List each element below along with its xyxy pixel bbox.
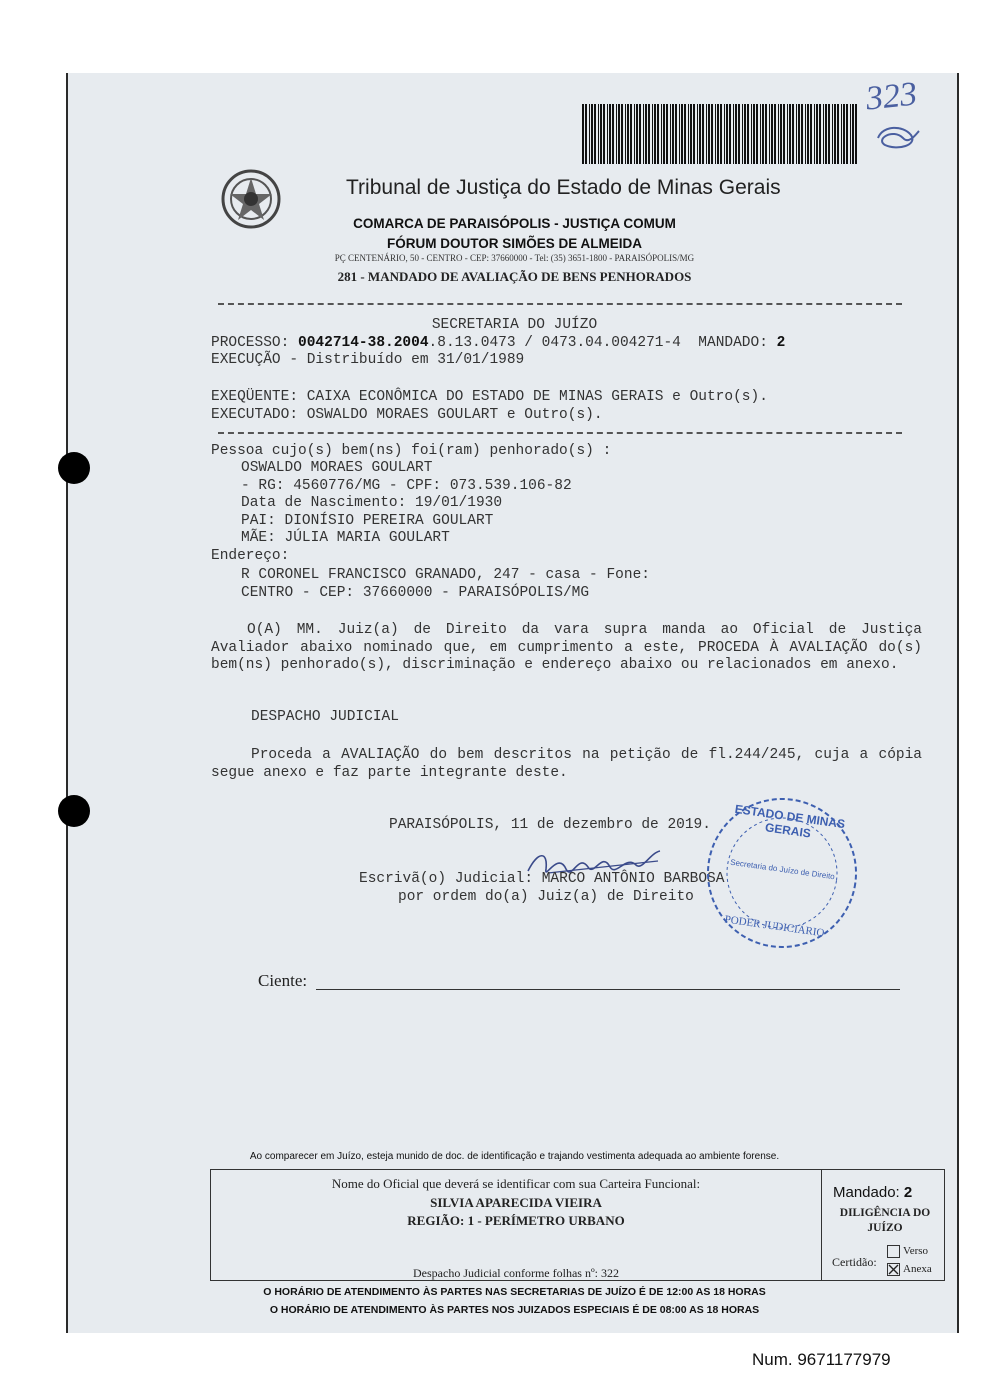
comarca-line: COMARCA DE PARAISÓPOLIS - JUSTIÇA COMUM	[353, 216, 676, 231]
document-sheet	[66, 73, 959, 1333]
document-type: 281 - MANDADO DE AVALIAÇÃO DE BENS PENHORADOS	[337, 269, 692, 284]
anexa-label: Anexa	[903, 1263, 932, 1276]
stamp-middle-text: Secretaria do Juízo de Direito	[729, 857, 836, 882]
execucao-line: EXECUÇÃO - Distribuído em 31/01/1989	[211, 352, 525, 368]
pessoa-docs: - RG: 4560776/MG - CPF: 073.539.106-82	[241, 478, 572, 494]
oficial-regiao: REGIÃO: 1 - PERÍMETRO URBANO	[407, 1213, 625, 1228]
endereco-line-2: CENTRO - CEP: 37660000 - PARAISÓPOLIS/MG	[241, 585, 590, 601]
endereco-label: Endereço:	[211, 548, 290, 564]
pessoa-name: OSWALDO MORAES GOULART	[241, 460, 433, 476]
pessoa-birth: Data de Nascimento: 19/01/1930	[241, 495, 503, 511]
page-number: Num. 9671177979	[752, 1350, 891, 1369]
mandado-paragraph: O(A) MM. Juiz(a) de Direito da vara supra manda ao Oficial de Justiça Avaliador abaixo nominado que, em cumprimento a este, PROCEDA À AVALIAÇÃO do(s) bem(ns) penhorado(s), discriminação e endereço abaixo ou relacionados em anexo.	[211, 622, 922, 673]
processo-line	[211, 335, 785, 353]
endereco-line-1: R CORONEL FRANCISCO GRANADO, 247 - casa - Fone:	[241, 567, 650, 583]
certidao-label: Certidão:	[832, 1255, 877, 1269]
por-ordem-line: por ordem do(a) Juiz(a) de Direito	[398, 889, 694, 905]
oficial-name: SILVIA APARECIDA VIEIRA	[430, 1195, 602, 1210]
mandado-number: 2	[776, 335, 786, 351]
stamp-top-text: ESTADO DE MINAS GERAIS	[733, 801, 846, 841]
despacho-text: Proceda a AVALIAÇÃO do bem descritos na petição de fl.244/245, cuja a cópia segue anexo e faz parte integrante deste.	[211, 747, 922, 781]
ciente-signature-line	[316, 989, 900, 990]
handwritten-page-number: 323	[864, 75, 919, 118]
processo-rest: .8.13.0473 / 0473.04.004271-4 MANDADO:	[428, 335, 777, 351]
forum-address: PÇ CENTENÁRIO, 50 - CENTRO - CEP: 37660000 - Tel: (35) 3651-1800 - PARAISÓPOLIS/MG	[334, 253, 695, 263]
horario-juizados: O HORÁRIO DE ATENDIMENTO ÀS PARTES NOS JUIZADOS ESPECIAIS É DE 08:00 AS 18 HORAS	[269, 1304, 760, 1316]
box-divider	[821, 1170, 822, 1280]
pessoa-label: Pessoa cujo(s) bem(ns) foi(ram) penhorado(s) :	[211, 443, 612, 459]
exequente-line: EXEQÜENTE: CAIXA ECONÔMICA DO ESTADO DE MINAS GERAIS e Outro(s).	[211, 389, 768, 405]
footer-notice: Ao comparecer em Juízo, esteja munido de doc. de identificação e trajando vestimenta adequada ao ambiente forense.	[249, 1151, 780, 1162]
mandado-box-value: 2	[903, 1184, 913, 1201]
date-line: PARAISÓPOLIS, 11 de dezembro de 2019.	[389, 817, 711, 833]
certidao-anexa-option[interactable]	[887, 1263, 932, 1276]
certidao-verso-option[interactable]	[887, 1245, 928, 1258]
horario-secretarias: O HORÁRIO DE ATENDIMENTO ÀS PARTES NAS SECRETARIAS DE JUÍZO É DE 12:00 AS 18 HORAS	[263, 1286, 766, 1298]
despacho-folhas: Despacho Judicial conforme folhas nº: 322	[413, 1266, 619, 1280]
oficial-box	[210, 1169, 945, 1281]
processo-number: 0042714-38.2004	[298, 335, 429, 351]
pessoa-mae: MÃE: JÚLIA MARIA GOULART	[241, 530, 450, 546]
despacho-heading: DESPACHO JUDICIAL	[251, 709, 399, 725]
forum-line: FÓRUM DOUTOR SIMÕES DE ALMEIDA	[386, 236, 642, 251]
checkmark-icon	[888, 1264, 899, 1275]
court-stamp	[692, 783, 873, 964]
secretaria-heading: SECRETARIA DO JUÍZO	[431, 317, 598, 333]
divider	[218, 303, 902, 305]
punch-hole	[58, 795, 90, 827]
anexa-checkbox[interactable]	[887, 1263, 900, 1276]
handwritten-initials-mark	[873, 123, 923, 153]
court-title: Tribunal de Justiça do Estado de Minas Gerais	[346, 176, 781, 199]
oficial-label: Nome do Oficial que deverá se identificar com sua Carteira Funcional:	[331, 1176, 701, 1191]
barcode	[582, 104, 857, 164]
mandado-box-line	[833, 1184, 912, 1201]
verso-label: Verso	[903, 1245, 929, 1258]
processo-label: PROCESSO:	[211, 335, 299, 351]
punch-hole	[58, 452, 90, 484]
diligencia-label: DILIGÊNCIA DO JUÍZO	[839, 1207, 931, 1234]
divider	[218, 432, 902, 434]
ciente-label: Ciente:	[258, 971, 308, 990]
pessoa-pai: PAI: DIONÍSIO PEREIRA GOULART	[241, 513, 494, 529]
mandado-box-label: Mandado:	[833, 1184, 904, 1201]
verso-checkbox[interactable]	[887, 1245, 900, 1258]
stamp-bottom-text: PODER JUDICIÁRIO	[723, 913, 826, 940]
escriva-line: Escrivã(o) Judicial: MARCO ANTÔNIO BARBOSA	[359, 871, 725, 887]
executado-line: EXECUTADO: OSWALDO MORAES GOULART e Outro(s).	[211, 407, 603, 423]
